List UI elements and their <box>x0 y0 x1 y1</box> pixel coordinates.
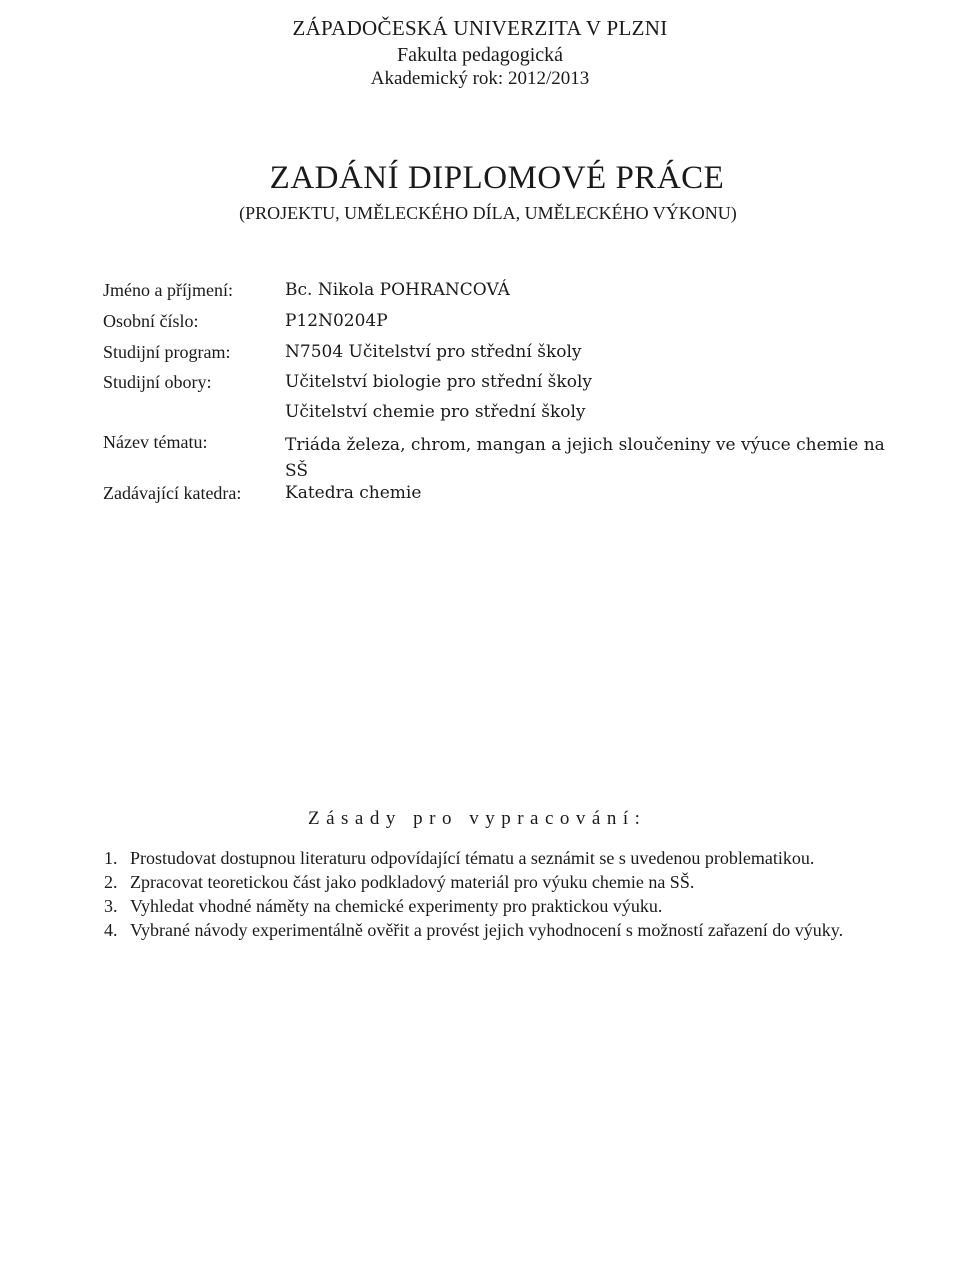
topic-label: Název tématu: <box>103 432 208 452</box>
principles-list <box>104 846 864 942</box>
info-row-topic <box>0 432 960 488</box>
department-label: Zadávající katedra: <box>103 483 242 503</box>
university-name: ZÁPADOČESKÁ UNIVERZITA V PLZNI <box>292 16 668 40</box>
principles-title: Zásady pro vypracování: <box>308 808 647 829</box>
info-row-field-2 <box>0 402 960 430</box>
field-1-value: Učitelství biologie pro střední školy <box>285 372 592 392</box>
item-text: Vybrané návody experimentálně ověřit a provést jejich vyhodnocení s možností zařazení do výuky. <box>130 920 844 940</box>
fields-label: Studijní obory: <box>103 372 212 392</box>
item-number: 1. <box>104 848 118 868</box>
item-text: Zpracovat teoretickou část jako podkladový materiál pro výuku chemie na SŠ. <box>130 872 695 892</box>
info-row-name <box>0 280 960 308</box>
info-row-fields <box>0 372 960 400</box>
info-row-program <box>0 342 960 370</box>
list-item <box>104 870 864 894</box>
info-row-id <box>0 311 960 339</box>
id-value: P12N0204P <box>285 311 388 331</box>
list-item <box>104 918 864 942</box>
name-label: Jméno a příjmení: <box>103 280 233 300</box>
item-number: 2. <box>104 872 118 892</box>
document-subtitle: (PROJEKTU, UMĚLECKÉHO DÍLA, UMĚLECKÉHO VÝKONU) <box>239 203 737 223</box>
field-2-value: Učitelství chemie pro střední školy <box>285 402 586 422</box>
topic-value: Triáda železa, chrom, mangan a jejich sloučeniny ve výuce chemie na SŠ <box>285 435 885 481</box>
document-title: ZADÁNÍ DIPLOMOVÉ PRÁCE <box>269 160 725 196</box>
item-number: 4. <box>104 920 118 940</box>
academic-year: Akademický rok: 2012/2013 <box>370 68 590 89</box>
department-value: Katedra chemie <box>285 483 422 503</box>
program-label: Studijní program: <box>103 342 231 362</box>
id-label: Osobní číslo: <box>103 311 199 331</box>
name-value: Bc. Nikola POHRANCOVÁ <box>285 280 510 300</box>
list-item <box>104 846 864 870</box>
item-text: Prostudovat dostupnou literaturu odpovídající tématu a seznámit se s uvedenou problematikou. <box>130 848 815 868</box>
info-row-department <box>0 483 960 511</box>
item-number: 3. <box>104 896 118 916</box>
item-text: Vyhledat vhodné náměty na chemické experimenty pro praktickou výuku. <box>130 896 663 916</box>
list-item <box>104 894 864 918</box>
program-value: N7504 Učitelství pro střední školy <box>285 342 582 362</box>
faculty-name: Fakulta pedagogická <box>396 44 564 66</box>
